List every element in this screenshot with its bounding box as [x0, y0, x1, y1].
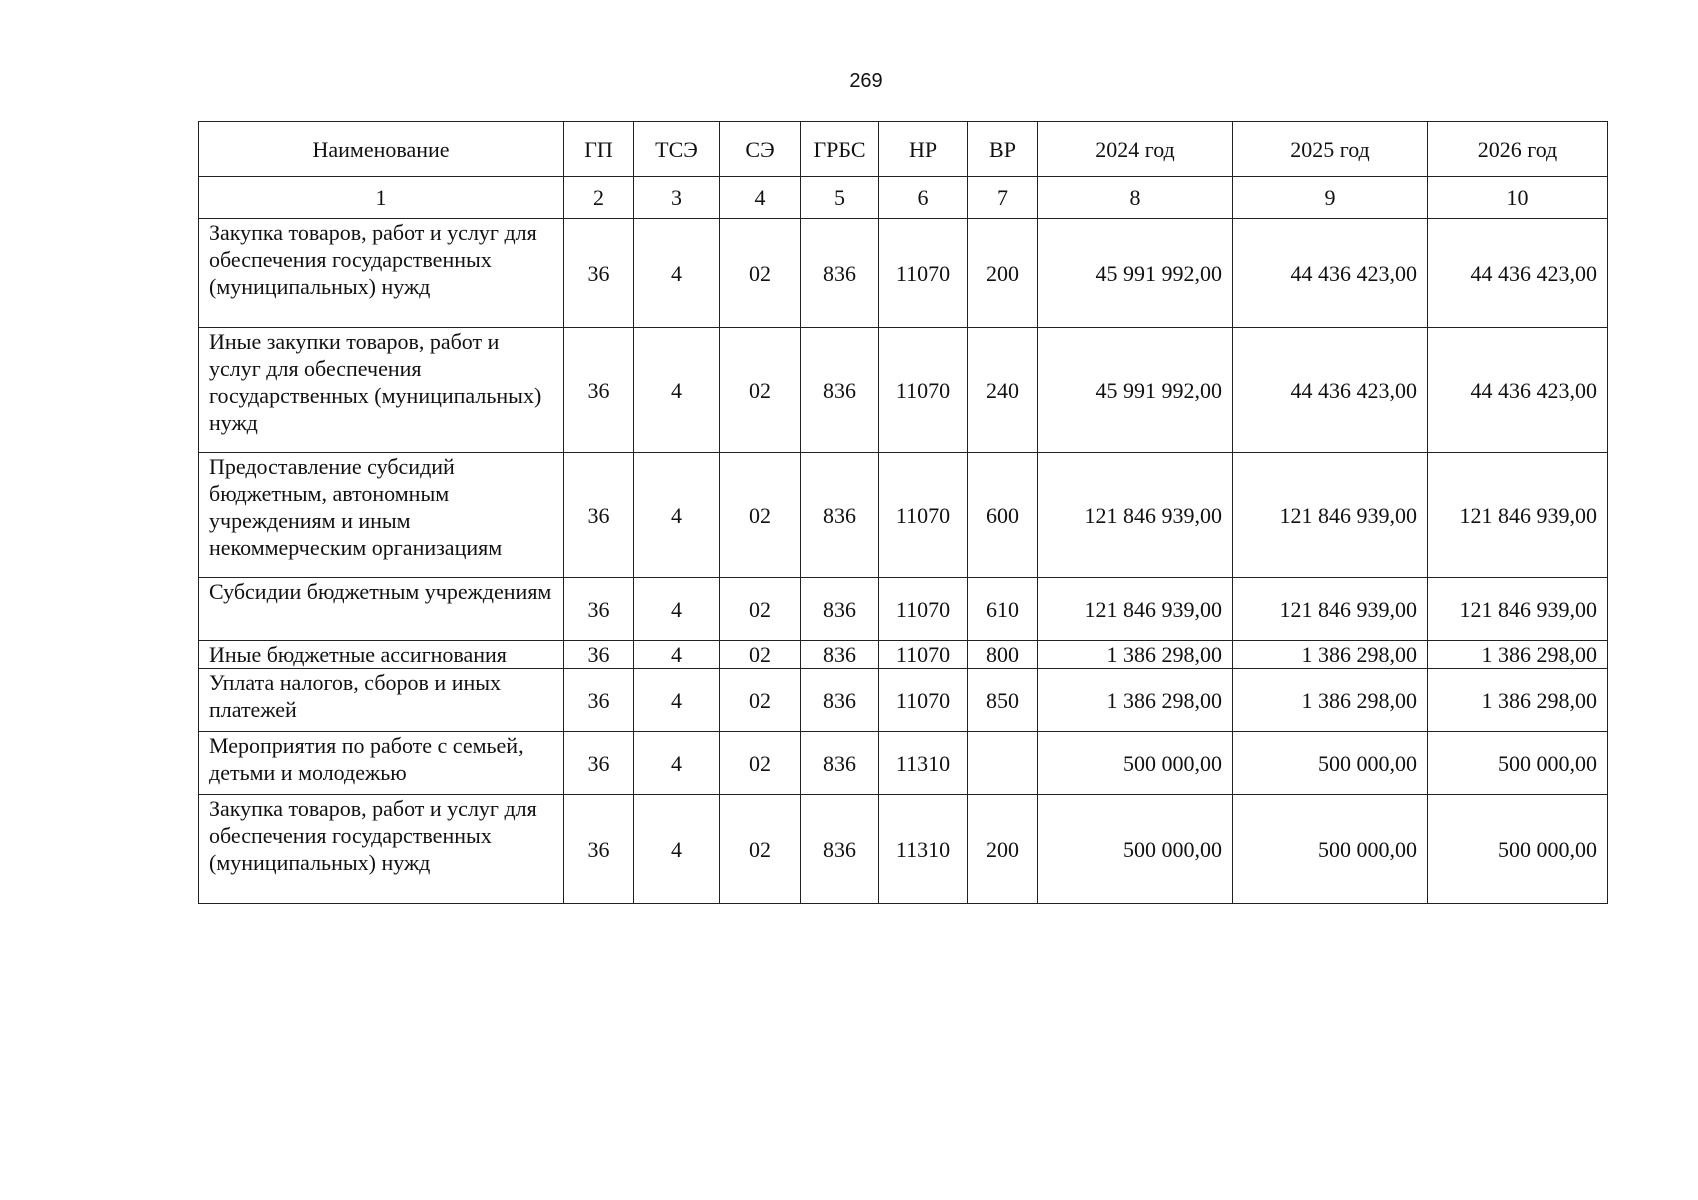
cell-2026: 44 436 423,00 [1428, 328, 1608, 453]
cell-tse: 4 [634, 669, 720, 732]
header-grbs: ГРБС [801, 122, 879, 177]
cell-2024: 1 386 298,00 [1038, 669, 1233, 732]
row-name: Иные бюджетные ассигнования [199, 641, 564, 669]
cell-gp: 36 [564, 795, 634, 904]
cell-se: 02 [720, 453, 801, 578]
cell-nr: 11070 [879, 453, 968, 578]
cell-2026: 121 846 939,00 [1428, 453, 1608, 578]
cell-2025: 121 846 939,00 [1233, 578, 1428, 641]
column-number: 5 [801, 177, 879, 219]
cell-vr: 600 [968, 453, 1038, 578]
cell-nr: 11070 [879, 328, 968, 453]
cell-tse: 4 [634, 453, 720, 578]
cell-tse: 4 [634, 219, 720, 328]
cell-gp: 36 [564, 641, 634, 669]
cell-2024: 121 846 939,00 [1038, 578, 1233, 641]
row-name: Уплата налогов, сборов и иных платежей [199, 669, 564, 732]
cell-nr: 11070 [879, 641, 968, 669]
column-number-row [199, 177, 1608, 219]
cell-grbs: 836 [801, 641, 879, 669]
table-row [199, 453, 1608, 578]
page-number: 269 [849, 70, 883, 92]
cell-gp: 36 [564, 578, 634, 641]
cell-2025: 500 000,00 [1233, 732, 1428, 795]
header-tse: ТСЭ [634, 122, 720, 177]
cell-gp: 36 [564, 669, 634, 732]
cell-2026: 500 000,00 [1428, 732, 1608, 795]
cell-vr: 800 [968, 641, 1038, 669]
cell-se: 02 [720, 219, 801, 328]
cell-vr: 610 [968, 578, 1038, 641]
cell-2025: 500 000,00 [1233, 795, 1428, 904]
cell-gp: 36 [564, 732, 634, 795]
row-name: Субсидии бюджетным учреждениям [199, 578, 564, 641]
cell-2024: 500 000,00 [1038, 795, 1233, 904]
cell-gp: 36 [564, 219, 634, 328]
table-row [199, 732, 1608, 795]
cell-2025: 44 436 423,00 [1233, 328, 1428, 453]
header-se: СЭ [720, 122, 801, 177]
cell-nr: 11310 [879, 732, 968, 795]
cell-vr: 240 [968, 328, 1038, 453]
cell-nr: 11070 [879, 578, 968, 641]
row-name: Иные закупки товаров, работ и услуг для обеспечения государственных (муниципальных) нужд [199, 328, 564, 453]
cell-2024: 45 991 992,00 [1038, 219, 1233, 328]
cell-2024: 45 991 992,00 [1038, 328, 1233, 453]
cell-grbs: 836 [801, 328, 879, 453]
cell-vr [968, 732, 1038, 795]
cell-nr: 11070 [879, 219, 968, 328]
column-number: 8 [1038, 177, 1233, 219]
cell-tse: 4 [634, 795, 720, 904]
header-2026: 2026 год [1428, 122, 1608, 177]
cell-2026: 1 386 298,00 [1428, 669, 1608, 732]
table-row [199, 641, 1608, 669]
cell-gp: 36 [564, 453, 634, 578]
cell-grbs: 836 [801, 219, 879, 328]
row-name: Мероприятия по работе с семьей, детьми и молодежью [199, 732, 564, 795]
table-row [199, 578, 1608, 641]
cell-tse: 4 [634, 328, 720, 453]
cell-2025: 1 386 298,00 [1233, 641, 1428, 669]
cell-se: 02 [720, 732, 801, 795]
cell-grbs: 836 [801, 732, 879, 795]
column-number: 3 [634, 177, 720, 219]
cell-2026: 1 386 298,00 [1428, 641, 1608, 669]
cell-grbs: 836 [801, 795, 879, 904]
column-number: 2 [564, 177, 634, 219]
table-row [199, 219, 1608, 328]
column-number: 9 [1233, 177, 1428, 219]
cell-2026: 500 000,00 [1428, 795, 1608, 904]
cell-grbs: 836 [801, 669, 879, 732]
column-number: 7 [968, 177, 1038, 219]
row-name: Предоставление субсидий бюджетным, автономным учреждениям и иным некоммерческим организациям [199, 453, 564, 578]
cell-gp: 36 [564, 328, 634, 453]
cell-se: 02 [720, 795, 801, 904]
cell-2024: 121 846 939,00 [1038, 453, 1233, 578]
cell-vr: 200 [968, 219, 1038, 328]
cell-2024: 500 000,00 [1038, 732, 1233, 795]
cell-nr: 11070 [879, 669, 968, 732]
cell-se: 02 [720, 328, 801, 453]
budget-table [198, 121, 1608, 904]
cell-2024: 1 386 298,00 [1038, 641, 1233, 669]
header-vr: ВР [968, 122, 1038, 177]
table-row [199, 669, 1608, 732]
column-number: 6 [879, 177, 968, 219]
cell-tse: 4 [634, 732, 720, 795]
table-row [199, 328, 1608, 453]
column-number: 4 [720, 177, 801, 219]
cell-tse: 4 [634, 641, 720, 669]
header-2024: 2024 год [1038, 122, 1233, 177]
row-name: Закупка товаров, работ и услуг для обеспечения государственных (муниципальных) нужд [199, 219, 564, 328]
cell-grbs: 836 [801, 453, 879, 578]
cell-2025: 121 846 939,00 [1233, 453, 1428, 578]
header-gp: ГП [564, 122, 634, 177]
table-row [199, 795, 1608, 904]
cell-2026: 44 436 423,00 [1428, 219, 1608, 328]
cell-2026: 121 846 939,00 [1428, 578, 1608, 641]
cell-tse: 4 [634, 578, 720, 641]
cell-vr: 850 [968, 669, 1038, 732]
cell-vr: 200 [968, 795, 1038, 904]
header-2025: 2025 год [1233, 122, 1428, 177]
cell-se: 02 [720, 578, 801, 641]
cell-se: 02 [720, 641, 801, 669]
cell-se: 02 [720, 669, 801, 732]
cell-grbs: 836 [801, 578, 879, 641]
header-row [199, 122, 1608, 177]
cell-2025: 1 386 298,00 [1233, 669, 1428, 732]
header-nr: НР [879, 122, 968, 177]
column-number: 1 [199, 177, 564, 219]
column-number: 10 [1428, 177, 1608, 219]
cell-nr: 11310 [879, 795, 968, 904]
row-name: Закупка товаров, работ и услуг для обеспечения государственных (муниципальных) нужд [199, 795, 564, 904]
cell-2025: 44 436 423,00 [1233, 219, 1428, 328]
header-name: Наименование [199, 122, 564, 177]
